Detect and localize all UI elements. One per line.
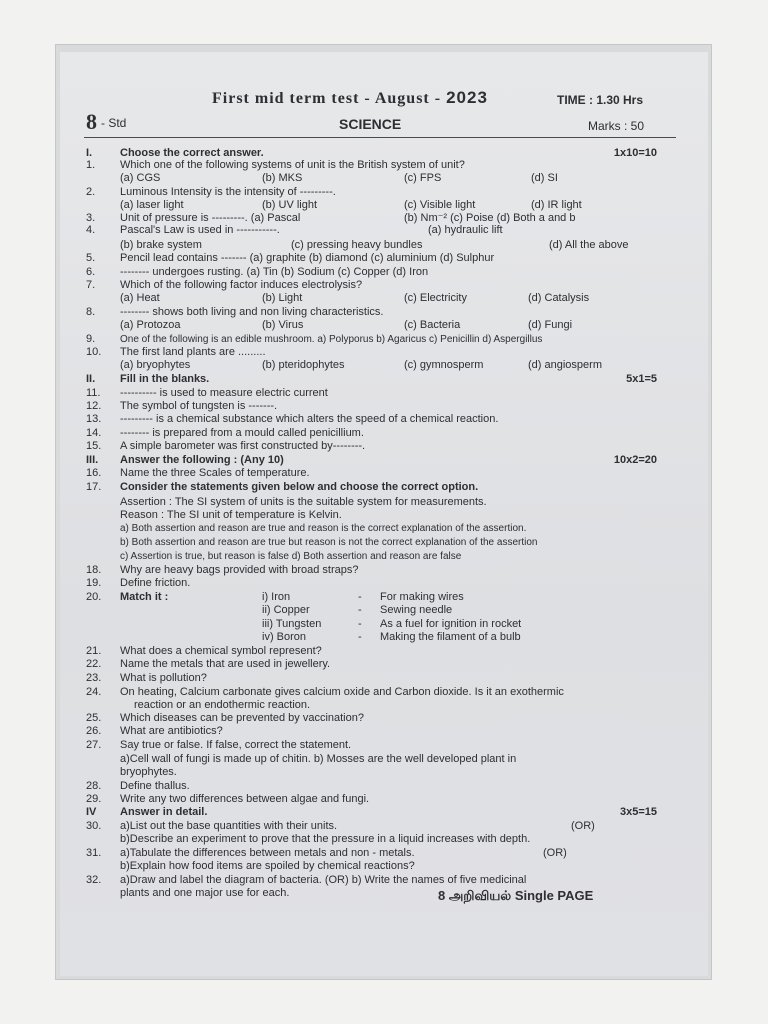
question-line <box>0 874 768 888</box>
question-number: 6. <box>86 266 96 278</box>
option-text: (b) brake system <box>120 239 202 251</box>
question-number: 18. <box>86 564 102 576</box>
option-text: Sewing needle <box>380 604 453 616</box>
option-text: - <box>358 618 362 630</box>
question-line <box>0 159 768 173</box>
section-number: IV <box>86 806 97 818</box>
question-number: 7. <box>86 279 96 291</box>
exam-title-text: First mid term test - August - <box>212 90 442 107</box>
continuation-line <box>0 292 768 306</box>
question-number: 25. <box>86 712 102 724</box>
question-line <box>0 279 768 293</box>
section-heading: Choose the correct answer. <box>120 147 264 159</box>
continuation-line <box>0 239 768 253</box>
question-line <box>0 645 768 659</box>
option-text: (a) bryophytes <box>120 359 191 371</box>
question-text: Which of the following factor induces electrolysis? <box>120 279 363 291</box>
question-number: 4. <box>86 224 96 236</box>
question-number: 31. <box>86 847 102 859</box>
question-text: plants and one major use for each. <box>120 887 290 899</box>
question-number: 24. <box>86 686 102 698</box>
continuation-line <box>0 753 768 767</box>
option-text: (a) CGS <box>120 172 161 184</box>
continuation-line <box>0 319 768 333</box>
question-line <box>0 440 768 454</box>
question-text: Say true or false. If false, correct the statement. <box>120 739 352 751</box>
question-line <box>0 454 768 468</box>
question-line <box>0 224 768 238</box>
question-text: What are antibiotics? <box>120 725 223 737</box>
question-text: Consider the statements given below and choose the correct option. <box>120 481 479 493</box>
question-text: b) Both assertion and reason are true but reason is not the correct explanation of the assertion <box>120 537 538 548</box>
question-line <box>0 672 768 686</box>
option-text: (a) Protozoa <box>120 319 181 331</box>
question-line <box>0 266 768 280</box>
section-heading: Answer the following : (Any 10) <box>120 454 284 466</box>
continuation-line <box>0 509 768 523</box>
option-text: i) Iron <box>262 591 291 603</box>
continuation-line <box>0 496 768 510</box>
section-heading: Fill in the blanks. <box>120 373 210 385</box>
question-text: Unit of pressure is ---------. (a) Pascal <box>120 212 301 224</box>
question-text: --------- is a chemical substance which alters the speed of a chemical reaction. <box>120 413 499 425</box>
question-text: Reason : The SI unit of temperature is Kelvin. <box>120 509 342 521</box>
continuation-line <box>0 199 768 213</box>
question-line <box>0 780 768 794</box>
standard-text: - Std <box>101 116 127 130</box>
question-number: 13. <box>86 413 102 425</box>
continuation-line <box>0 887 768 901</box>
question-text: On heating, Calcium carbonate gives calcium oxide and Carbon dioxide. Is it an exothermic <box>120 686 564 698</box>
option-text: (b) Nm⁻² (c) Poise (d) Both a and b <box>404 212 576 224</box>
section-heading: Answer in detail. <box>120 806 208 818</box>
question-line <box>0 591 768 605</box>
question-line <box>0 658 768 672</box>
question-text: Which diseases can be prevented by vaccination? <box>120 712 364 724</box>
question-line <box>0 306 768 320</box>
question-line <box>0 564 768 578</box>
question-text: Write any two differences between algae and fungi. <box>120 793 370 805</box>
question-text: The symbol of tungsten is -------. <box>120 400 278 412</box>
question-line <box>0 373 768 387</box>
question-number: 1. <box>86 159 96 171</box>
question-line <box>0 427 768 441</box>
question-text: c) Assertion is true, but reason is false d) Both assertion and reason are false <box>120 551 462 562</box>
continuation-line <box>0 172 768 186</box>
question-text: Which one of the following systems of unit is the British system of unit? <box>120 159 465 171</box>
question-text: One of the following is an edible mushroom. a) Polyporus b) Agaricus c) Penicillin d) Aspergillus <box>120 334 543 345</box>
option-text: iv) Boron <box>262 631 307 643</box>
question-number: 15. <box>86 440 102 452</box>
continuation-line <box>0 550 768 564</box>
option-text: - <box>358 591 362 603</box>
question-line <box>0 712 768 726</box>
continuation-line <box>0 522 768 536</box>
continuation-line <box>0 833 768 847</box>
question-text: Assertion : The SI system of units is the suitable system for measurements. <box>120 496 487 508</box>
question-number: 28. <box>86 780 102 792</box>
header-divider <box>84 137 676 138</box>
question-text: a)Cell wall of fungi is made up of chitin. b) Mosses are the well developed plant in <box>120 753 517 765</box>
question-text: Define thallus. <box>120 780 190 792</box>
continuation-line <box>0 359 768 373</box>
option-text: Making the filament of a bulb <box>380 631 521 643</box>
continuation-line <box>0 766 768 780</box>
option-text: ii) Copper <box>262 604 310 616</box>
question-line <box>0 252 768 266</box>
section-number: II. <box>86 373 96 385</box>
question-number: 8. <box>86 306 96 318</box>
question-text: A simple barometer was first constructed by--------. <box>120 440 366 452</box>
question-text: -------- is prepared from a mould called penicillium. <box>120 427 364 439</box>
question-line <box>0 413 768 427</box>
exam-year: 2023 <box>446 88 488 107</box>
question-text: Name the metals that are used in jewellery. <box>120 658 331 670</box>
option-text: (a) laser light <box>120 199 184 211</box>
question-number: 30. <box>86 820 102 832</box>
question-text: -------- undergoes rusting. (a) Tin (b) Sodium (c) Copper (d) Iron <box>120 266 429 278</box>
question-line <box>0 725 768 739</box>
section-marks: 3x5=15 <box>619 806 657 818</box>
option-text: (b) MKS <box>262 172 303 184</box>
question-text: a) Both assertion and reason are true and reason is the correct explanation of the assertion. <box>120 523 527 534</box>
page-footer: 8 அறிவியல் Single PAGE <box>438 888 594 903</box>
option-text: For making wires <box>380 591 464 603</box>
question-number: 20. <box>86 591 102 603</box>
question-number: 14. <box>86 427 102 439</box>
option-text: (b) pteridophytes <box>262 359 345 371</box>
question-number: 2. <box>86 186 96 198</box>
question-text: Define friction. <box>120 577 191 589</box>
question-number: 27. <box>86 739 102 751</box>
option-text: (b) Light <box>262 292 303 304</box>
option-text: (d) Fungi <box>528 319 573 331</box>
question-line <box>0 186 768 200</box>
option-text: (d) Catalysis <box>528 292 590 304</box>
question-text: The first land plants are ......... <box>120 346 266 358</box>
question-line <box>0 481 768 495</box>
option-text: (d) IR light <box>531 199 582 211</box>
option-text: (a) Heat <box>120 292 160 304</box>
question-text: ---------- is used to measure electric current <box>120 387 328 399</box>
question-text: b)Explain how food items are spoiled by chemical reactions? <box>120 860 415 872</box>
question-number: 3. <box>86 212 96 224</box>
question-number: 10. <box>86 346 102 358</box>
option-text: - <box>358 631 362 643</box>
section-marks: 10x2=20 <box>613 454 657 466</box>
section-marks: 1x10=10 <box>613 147 657 159</box>
question-number: 12. <box>86 400 102 412</box>
continuation-line <box>0 631 768 645</box>
option-text: (c) Visible light <box>404 199 476 211</box>
section-number: III. <box>86 454 99 466</box>
question-line <box>0 333 768 347</box>
question-text: a)Draw and label the diagram of bacteria. (OR) b) Write the names of five medicinal <box>120 874 527 886</box>
option-text: (c) pressing heavy bundles <box>291 239 423 251</box>
subject-title: SCIENCE <box>339 116 402 132</box>
option-text: (OR) <box>571 820 595 832</box>
option-text: (c) Bacteria <box>404 319 461 331</box>
question-text: b)Describe an experiment to prove that the pressure in a liquid increases with depth. <box>120 833 531 845</box>
option-text: (c) Electricity <box>404 292 467 304</box>
question-number: 26. <box>86 725 102 737</box>
question-text: Pascal's Law is used in -----------. <box>120 224 280 236</box>
question-number: 9. <box>86 333 96 345</box>
question-number: 22. <box>86 658 102 670</box>
option-text: (d) angiosperm <box>528 359 602 371</box>
option-text: (c) FPS <box>404 172 442 184</box>
question-text: bryophytes. <box>120 766 177 778</box>
question-number: 29. <box>86 793 102 805</box>
option-text: (b) UV light <box>262 199 318 211</box>
question-line <box>0 847 768 861</box>
question-text: Why are heavy bags provided with broad straps? <box>120 564 359 576</box>
continuation-line <box>0 699 768 713</box>
question-text: Pencil lead contains ------- (a) graphite (b) diamond (c) aluminium (d) Sulphur <box>120 252 495 264</box>
question-line <box>0 387 768 401</box>
option-text: (d) All the above <box>549 239 629 251</box>
question-line <box>0 820 768 834</box>
question-number: 32. <box>86 874 102 886</box>
question-line <box>0 400 768 414</box>
question-line <box>0 793 768 807</box>
section-number: I. <box>86 147 93 159</box>
option-text: (d) SI <box>531 172 558 184</box>
question-number: 17. <box>86 481 102 493</box>
total-marks: Marks : 50 <box>588 119 645 133</box>
continuation-line <box>0 860 768 874</box>
question-number: 5. <box>86 252 96 264</box>
question-line <box>0 467 768 481</box>
standard-number: 8 <box>86 109 97 134</box>
section-marks: 5x1=5 <box>626 373 657 385</box>
question-text: a)Tabulate the differences between metals and non - metals. <box>120 847 415 859</box>
question-number: 23. <box>86 672 102 684</box>
continuation-line <box>0 618 768 632</box>
question-text: a)List out the base quantities with their units. <box>120 820 338 832</box>
question-text: -------- shows both living and non living characteristics. <box>120 306 384 318</box>
question-text: reaction or an endothermic reaction. <box>134 699 311 711</box>
question-text: Match it : <box>120 591 169 603</box>
question-number: 21. <box>86 645 102 657</box>
option-text: iii) Tungsten <box>262 618 322 630</box>
question-line <box>0 686 768 700</box>
option-text: (b) Virus <box>262 319 304 331</box>
question-number: 16. <box>86 467 102 479</box>
question-line <box>0 346 768 360</box>
option-text: (a) hydraulic lift <box>428 224 503 236</box>
question-text: What is pollution? <box>120 672 207 684</box>
question-line <box>0 739 768 753</box>
question-text: Luminous Intensity is the intensity of ---------. <box>120 186 336 198</box>
question-line <box>0 577 768 591</box>
standard-label <box>86 109 126 135</box>
question-number: 19. <box>86 577 102 589</box>
option-text: (OR) <box>543 847 567 859</box>
option-text: As a fuel for ignition in rocket <box>380 618 522 630</box>
option-text: - <box>358 604 362 616</box>
question-number: 11. <box>86 387 101 399</box>
continuation-line <box>0 536 768 550</box>
question-line <box>0 806 768 820</box>
question-text: What does a chemical symbol represent? <box>120 645 322 657</box>
option-text: (c) gymnosperm <box>404 359 484 371</box>
question-text: Name the three Scales of temperature. <box>120 467 310 479</box>
exam-title <box>212 88 488 108</box>
exam-time: TIME : 1.30 Hrs <box>557 93 644 107</box>
continuation-line <box>0 604 768 618</box>
